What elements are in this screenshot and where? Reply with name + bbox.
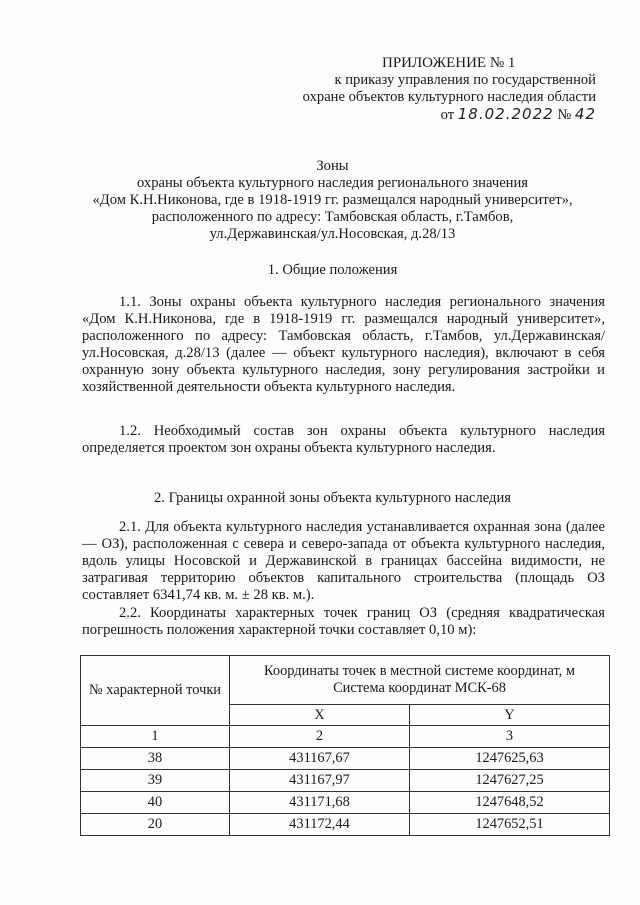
title-line-1: Зоны [316,158,349,174]
section-2-heading: 2. Границы охранной зоны объекта культурного наследия [153,490,511,506]
annex-number-sign: № [557,107,572,123]
point-cell: 20 [81,814,230,836]
header-coordinates [230,656,610,705]
coordinates-table [80,655,610,836]
index-cell-1: 1 [81,726,230,748]
section-1-heading: 1. Общие положения [267,262,398,278]
header-y: Y [410,705,610,726]
y-cell: 1247627,25 [410,770,610,792]
paragraph-2-2: 2.2. Координаты характерных точек границ ОЗ (средняя квадратическая погрешность положения характерной точки составляет 0,10 м): [82,605,605,638]
x-cell: 431167,97 [230,770,410,792]
paragraph-1-2: 1.2. Необходимый состав зон охраны объекта культурного наследия определяется проектом зон охраны объекта культурного наследия. [82,423,605,456]
x-cell: 431172,44 [230,814,410,836]
annex-number-handwritten: 42 [574,105,596,123]
point-cell: 39 [81,770,230,792]
y-cell: 1247648,52 [410,792,610,814]
header-coordinates-line-1: Координаты точек в местной системе координат, м [264,663,575,679]
annex-line-1: к приказу управления по государственной [334,72,596,88]
table-row [81,748,610,770]
table-row [81,792,610,814]
point-cell: 38 [81,748,230,770]
annex-line-2: охране объектов культурного наследия области [302,89,596,105]
title-line-5: ул.Державинская/ул.Носовская, д.28/13 [209,226,456,242]
index-cell-2: 2 [230,726,410,748]
index-cell-3: 3 [410,726,610,748]
header-x: X [230,705,410,726]
y-cell: 1247652,51 [410,814,610,836]
y-cell: 1247625,63 [410,748,610,770]
paragraph-1-1: 1.1. Зоны охраны объекта культурного наследия регионального значения «Дом К.Н.Никонова, где в 1918-1919 гг. размещался народный университет», расположенного по адресу: Тамбовская область, г.Тамбов, ул.Державинская/ул.Носовская, д.28/13 (далее — объект культурного наследия), включают в себя охранную зону объекта культурного наследия, зону регулирования застройки и хозяйственной деятельности объекта культурного наследия. [82,294,605,395]
annex-date-handwritten: 18.02.2022 [457,105,554,123]
paragraph-2-1: 2.1. Для объекта культурного наследия устанавливается охранная зона (далее — ОЗ), расположенная с севера и северо-запада от объекта культурного наследия, вдоль улицы Носовской и Державинской в границах бассейна видимости, не затрагивая территорию объектов капитального строительства (площадь ОЗ составляет 6341,74 кв. м. ± 28 кв. м.). [82,519,605,603]
table-index-row [81,726,610,748]
title-line-4: расположенного по адресу: Тамбовская область, г.Тамбов, [151,209,514,225]
title-line-2: охраны объекта культурного наследия регионального значения [136,175,529,191]
table-row [81,814,610,836]
table-header-row [81,656,610,705]
table-row [81,770,610,792]
x-cell: 431171,68 [230,792,410,814]
header-point-number: № характерной точки [81,656,230,726]
header-coordinates-line-2: Система координат МСК-68 [333,680,506,696]
annex-title: ПРИЛОЖЕНИЕ № 1 [382,55,516,71]
document-title [60,158,605,243]
x-cell: 431167,67 [230,748,410,770]
title-line-3: «Дом К.Н.Никонова, где в 1918-1919 гг. размещался народный университет», [92,192,573,208]
annex-date-prefix: от [440,107,455,123]
annex-header [296,55,596,124]
point-cell: 40 [81,792,230,814]
annex-date-row [296,106,596,124]
